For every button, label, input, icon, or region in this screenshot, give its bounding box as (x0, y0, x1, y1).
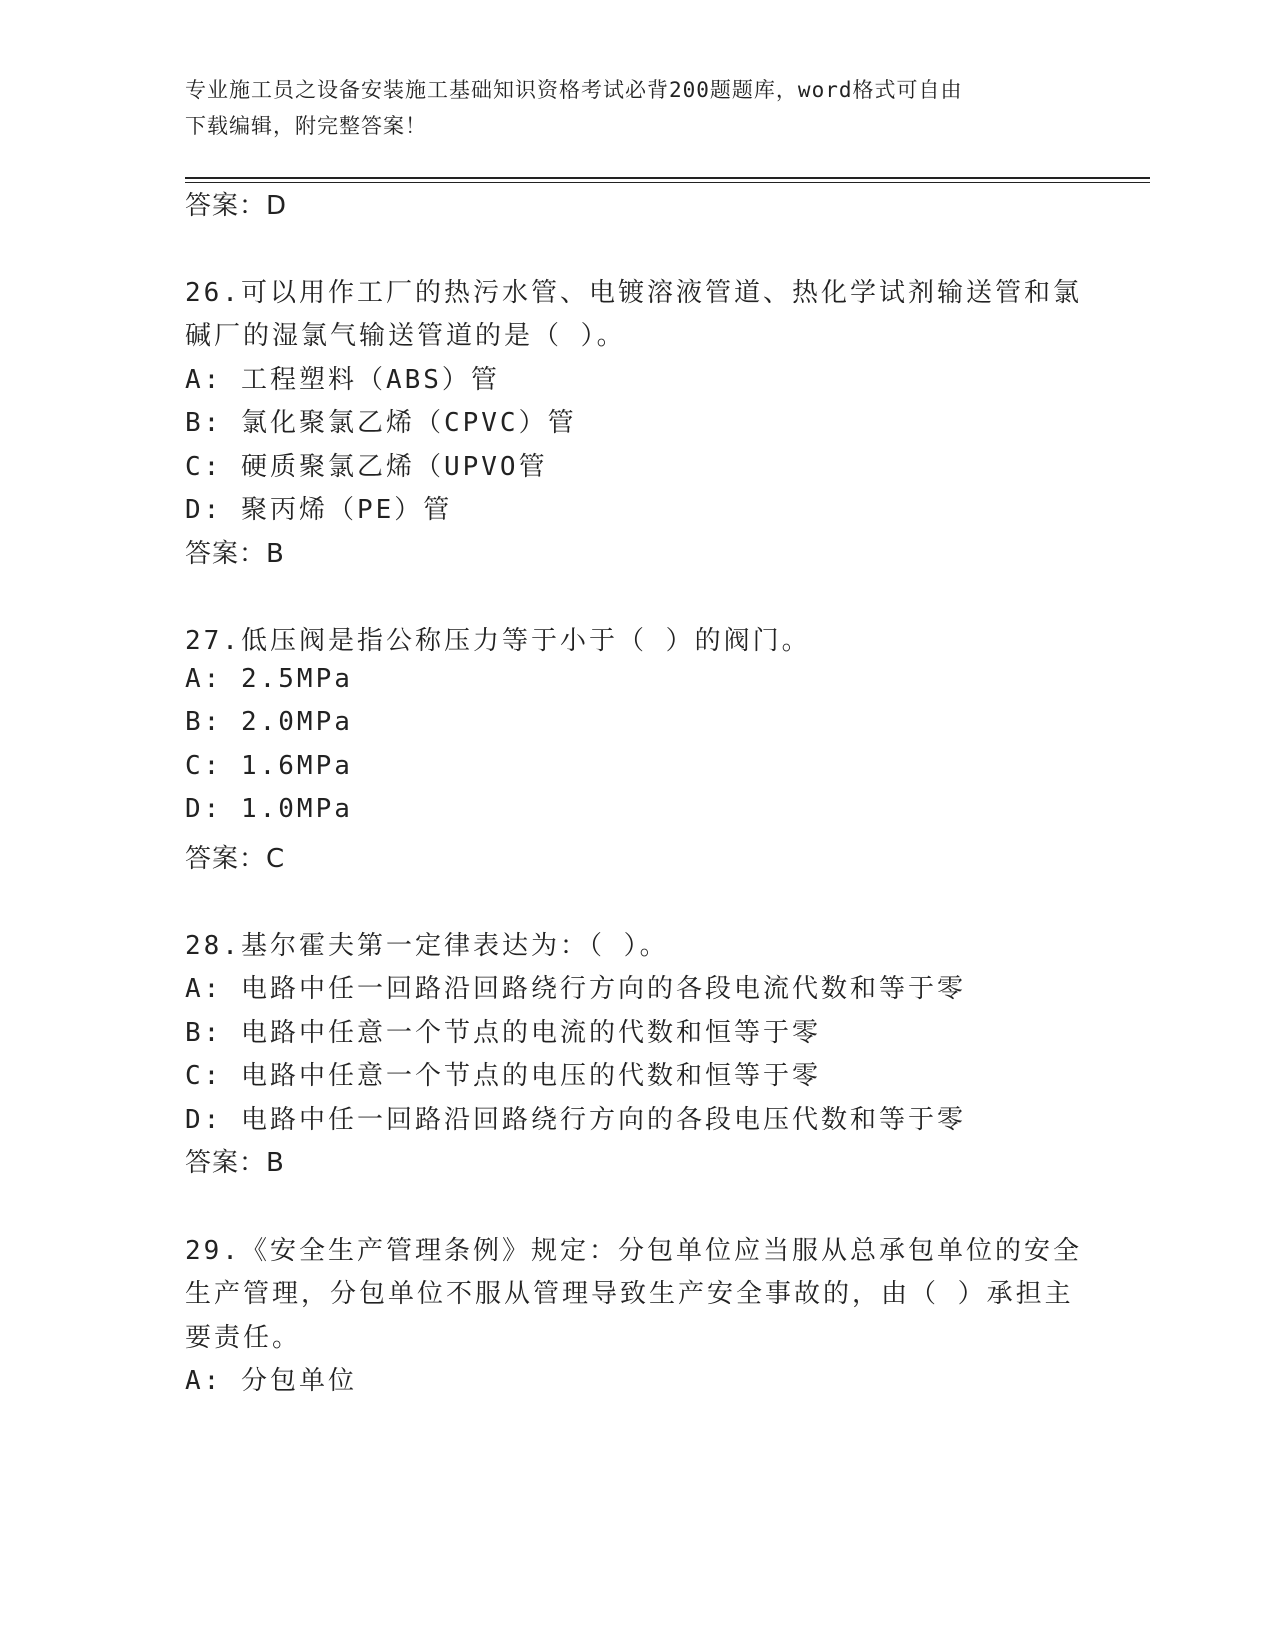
header-title-line-2: 下载编辑，附完整答案！ (185, 114, 427, 138)
header-divider-top (185, 177, 1150, 179)
question-26-option-c: C: 硬质聚氯乙烯（UPVO管 (185, 452, 548, 482)
question-26-option-a: A: 工程塑料（ABS）管 (185, 365, 500, 395)
answer-prev: 答案：D (185, 191, 288, 221)
header-title-line-1: 专业施工员之设备安装施工基础知识资格考试必背200题题库，word格式可自由 (185, 78, 963, 102)
document-header (185, 72, 1065, 144)
header-divider-bottom (185, 182, 1150, 183)
question-28-option-a: A: 电路中任一回路沿回路绕行方向的各段电流代数和等于零 (185, 974, 966, 1004)
question-26-option-d: D: 聚丙烯（PE）管 (185, 495, 453, 525)
question-29-option-a: A: 分包单位 (185, 1366, 357, 1396)
question-27-option-a: A: 2.5MPa (185, 664, 353, 694)
question-26-stem-line-2: 碱厂的湿氯气输送管道的是（ ）。 (185, 321, 626, 351)
question-27-answer: 答案：C (185, 844, 286, 874)
question-28-answer: 答案：B (185, 1148, 285, 1178)
question-26-answer: 答案：B (185, 539, 285, 569)
question-28-option-d: D: 电路中任一回路沿回路绕行方向的各段电压代数和等于零 (185, 1105, 966, 1135)
question-29-stem-line-1: 29.《安全生产管理条例》规定：分包单位应当服从总承包单位的安全 (185, 1236, 1082, 1266)
question-29-stem-line-2: 生产管理，分包单位不服从管理导致生产安全事故的，由（ ）承担主 (185, 1279, 1074, 1309)
question-27-option-b: B: 2.0MPa (185, 707, 353, 737)
question-27-option-d: D: 1.0MPa (185, 794, 353, 824)
question-26-stem-line-1: 26.可以用作工厂的热污水管、电镀溶液管道、热化学试剂输送管和氯 (185, 278, 1082, 308)
question-28-stem-line-1: 28.基尔霍夫第一定律表达为：（ ）。 (185, 931, 669, 961)
question-28-option-c: C: 电路中任意一个节点的电压的代数和恒等于零 (185, 1061, 821, 1091)
question-29-stem-line-3: 要责任。 (185, 1323, 302, 1353)
question-27-option-c: C: 1.6MPa (185, 751, 353, 781)
question-27-stem-line-1: 27.低压阀是指公称压力等于小于（ ）的阀门。 (185, 626, 811, 656)
question-26-option-b: B: 氯化聚氯乙烯（CPVC）管 (185, 408, 577, 438)
question-28-option-b: B: 电路中任意一个节点的电流的代数和恒等于零 (185, 1018, 821, 1048)
